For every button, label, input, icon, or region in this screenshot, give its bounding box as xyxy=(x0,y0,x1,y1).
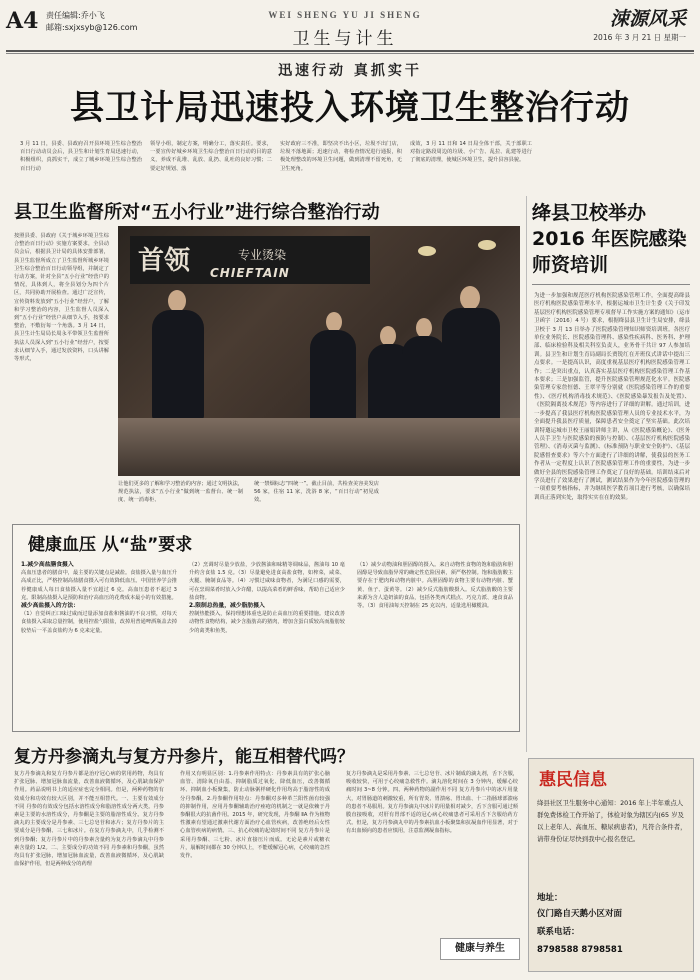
person-silhouette xyxy=(152,310,204,420)
story2-caption-text xyxy=(118,476,520,520)
story2-left-text: 按照县委、县政府《关于城乡环境卫生综合整治百日行动》实施方案要求，全县动员会后，根据县卫计局的具体安排部署，县卫生监督所成立了卫生监督所城乡环境卫生综合整治百日行动领导组，并制定了行动方案，针对全县“五小行业”经营户的情况，具体到人，将全县划分为四个片区，共同协助开展检查。通过广泛宣传，宣传资料发放到“五小行业”经营户，了解和学习整治的内容，卫生监督人员深入到“五小行业”经营户从细节入手，按要求整治，不敷衍每一个角落。3 月 14 日，县卫生计生局局长周永平带领卫生监督所执法人员深入到“五小行业”经营户，按要求认细节入手，通过发放资料，口头讲解等形式， xyxy=(14,233,109,363)
health-col-3 xyxy=(357,561,513,727)
person-head xyxy=(460,286,480,310)
publication-date: 2016 年 3 月 21 日 星期一 xyxy=(593,33,686,42)
editor-name: 责任编辑:乔小飞 xyxy=(46,11,105,20)
editor-info xyxy=(46,10,137,34)
health-sub: 2.限制总热量，减少脂肪摄入 xyxy=(189,603,265,610)
right-story-title: 绛县卫校举办 2016 年医院感染师资培训 xyxy=(532,202,687,276)
shop-counter xyxy=(118,418,520,476)
story2-title: 县卫生监督所对“五小行业”进行综合整治行动 xyxy=(14,202,380,223)
shop-sign-cn: 首领 xyxy=(138,246,191,276)
shop-sign-sub: 专业烫染 xyxy=(238,248,287,262)
right-story-rule xyxy=(532,284,690,285)
masthead: 涑源风采 xyxy=(609,8,686,30)
lead-col-1: 3 月 11 日，县委、县政府召开县环境卫生综合整治百日行动动员会后，县卫生和计划生育局迅速行动，积极组织，真抓实干，成立了城乡环境卫生综合整治百日行动 xyxy=(20,141,142,172)
story4-col-1: 复方丹参滴丸和复方丹参片都是治疗冠心病的常用药物，均具有扩张冠脉、增加冠脉血流量，改善血液微循环，及心肌缺血保护作用。药品说明书上的适应症也完全相同。但是，两种药物的有效成分和功效有较大区别，并不能互相替代。一、主要有效成分不同 丹参的有效成分包括水溶性成分和脂溶性成分两大类。丹参素是主要的水溶性成分，丹参酮是主要的脂溶性成分。复方丹参滴丸的主要成分是丹参素、三七总皂苷和冰片；复方丹参片的主要成分是丹参酮、三七和冰片。在复方丹参滴丸中，几乎检测不到丹参酮；复方丹参片中的丹参素含量约为复方丹参滴丸中丹参素含量的 1/2。二、主要成分的功效不同 丹参素和丹参酮，虽然均具有扩张冠脉，增加冠脉血流量，改善血液微循环，及心肌缺血保护作用，但是两种成分的药理 xyxy=(14,771,164,868)
lead-col-4: 成效，3 月 11 日和 14 日局全体干部，关于部职工对指定路段周边的垃圾、小广告、乱拉、乱建等进行了彻底的清理，使城区环境卫生，提升县容县貌。 xyxy=(410,141,532,164)
story2-col-2: 统一禁烟标志“四统一”。截止目前，共检查美容美发店 56 家，住宿 11 家，洗浴 8 家，“百日行动”初见成效。 xyxy=(254,481,379,504)
column-divider xyxy=(526,196,527,752)
address-label: 地址： xyxy=(537,893,563,903)
notice-body: 绛县社区卫生服务中心通知：2016 年上半年重点人群免费体检工作开始了，体检对象为辖区内(65 岁及以上老年人、高血压、糖尿病患者)，凡符合条件者，请带身份证尽快到我中心报名登记。 xyxy=(537,799,687,843)
health-sub: 1.减少高盐膳食摄入 xyxy=(21,562,74,568)
lead-kicker: 迅速行动 真抓实干 xyxy=(278,63,422,79)
health-text: 控制热能摄入，保持理想体重也是防止高血压的重要措施。建议改善动物性食物结构，减少含脂肪高的猪肉，增加含蛋白质较高而脂肪较少的禽类和鱼类。 xyxy=(189,611,345,634)
person-head xyxy=(380,326,396,346)
health-col-1 xyxy=(21,561,177,727)
section-tag: 健康与养生 xyxy=(440,938,520,960)
notice-box xyxy=(528,758,694,972)
shop-sign-en: CHIEFTAIN xyxy=(210,266,290,280)
lead-col-5 xyxy=(540,140,680,190)
lead-col-3: 实好政府三不准，即坚决不出小区，垃圾不出门店，垃圾不落地面；迅速行动，将检查情况进行通报，积极处理整改的环境卫生问题，做到清理不留死角，无卫生死角。 xyxy=(280,141,402,172)
editor-email: 邮箱:sxjxsyb@126.com xyxy=(46,23,138,32)
person-silhouette xyxy=(310,330,356,422)
story4-col-3: 复方丹参滴丸是采用丹参素、三七总皂苷、冰片制成的滴丸剂，舌下含服，吸收较快，可用于心绞痛急救性作。滴丸溶化时间在 3 分钟内，缓解心绞痛时间 3~8 分钟。四、两种药物的副作用不同 复方丹参片中的冰片用量大，对胃肠道的刺激较重，所有胃炎、胃溃疡、胃出血、十二指肠球部溃疡的患者不易服用。复方丹参滴丸中冰片的用量相对减少，舌下含服可通过颊膜直接吸收，对肝有胃部不适的冠心病心绞痛患者可采用舌下含服给药方式。但是，复方丹参滴丸中的丹参素抗血小板聚集和抗凝血作用显著，对于有出血倾向的患者应慎用，注意监测凝血指标。 xyxy=(346,771,518,835)
notice-title: 惠民信息 xyxy=(539,770,607,790)
shop-sign xyxy=(130,236,370,284)
inspection-photo xyxy=(118,226,520,476)
section-pinyin: WEI SHENG YU JI SHENG xyxy=(268,10,422,20)
health-text: （2）烹调时尽量少放盐，少放酱油和味精等调味品，酱油每 10 毫升约含食盐 1.5 克。（3）尽量避免进食高盐食物，如榨菜，咸菜、火腿、腌制食品等。（4）习惯过咸味食物者，为满足口感的需要，可在烹调菜肴时放入少许醋，以提高菜肴的鲜香味，帮助自己适应少盐食物。 xyxy=(189,562,345,601)
address-value: 仪门路自天鹅小区对面 xyxy=(537,909,623,919)
health-col-2 xyxy=(189,561,345,727)
ceiling-light xyxy=(418,246,436,256)
phone-label: 联系电话： xyxy=(537,927,580,937)
person-silhouette xyxy=(442,308,500,426)
lead-col-2: 领导小组，制定方案，明确分工，落实责任。要求，一要宣传好城乡环境卫生综合整治百日行动的目的意义，养成不乱堆、乱放、乱扔、乱吐的良好习惯；二要定好规划、落 xyxy=(150,141,272,172)
ceiling-light xyxy=(478,240,496,250)
health-text: （1）减少动物油和胆固醇的摄入。来自动物性食物的饱和脂肪和胆固醇是导致血脂异常的确定性危险因素，须严格控制。饱和脂肪酸主要存在于肥肉和动物内脏中。高胆固醇的食物主要有动物内脏、蟹黄、鱼子、蛋黄等。（2）减少反式脂肪酸摄入。反式脂肪酸的主要来源为含人造奶油的食品，包括各类西式糕点、巧克力派、速食食品等。（3）食用油每天控制在 25 克以内，适量选用橄榄油。 xyxy=(357,562,513,610)
phone-value: 8798588 8798581 xyxy=(537,945,623,955)
section-title: 卫生与计生 xyxy=(292,29,398,49)
story4-title: 复方丹参滴丸与复方丹参片，能互相替代吗？ xyxy=(14,747,354,767)
person-head xyxy=(326,312,342,332)
story2-col-3 xyxy=(390,480,515,520)
header-rule xyxy=(6,50,694,52)
person-silhouette xyxy=(402,336,446,424)
health-sub: 减少高盐摄入的方法： xyxy=(21,603,79,610)
header-rule-thin xyxy=(6,53,694,54)
page-number: A4 xyxy=(6,8,39,34)
health-box-title: 健康血压 从“盐”要求 xyxy=(28,535,193,555)
story4-col-2: 作用又有明显区别：1.丹参素作用特点：丹参素具有的扩张心脑血管、清除氧自由基、抑制脂质过氧化、降低血压，改善微循环、抑制血小板聚集，防止动脉粥样硬化作用均高于脂溶性的成分丹参酮。2.丹参酮作用特点：丹参酮对多种革兰阳性菌有较强的抑制作用，应用丹参酮辅助治疗痤疮的机制之一就是依赖于丹参酮很大的抗菌作用。2015 年，研究发现，丹参酮 ⅡA 作为植物性激素有望通过激素代谢方面治疗心血管疾病，改善绝经后女性心血管疾病的病情。三、抗心绞痛的起效时间不同 复方丹参片是采用丹参酮、三七粉、冰片直接压片而成。无论是素片或糖衣片，崩解时间都在 30 分钟以上，不能缓解冠心病，心绞痛的急性发作。 xyxy=(180,771,330,860)
lead-body xyxy=(20,140,680,190)
health-text: （1）自觉纠正口味过咸而过量添加食盐和酱油的不良习惯，对每天食盐摄入采取总量控制，使用控盐勺限盐，改掉用普通啤酒瓶盖去掉胶垫后一平盖食盐约为 6 克来定量。 xyxy=(21,611,177,634)
right-story-body: 为进一步加强和规范医疗机构医院感染管理工作，全面提高绛县医疗机构医院感染管理水平，根据运城市卫生计生委《关于印发基层医疗机构医院感染管理专项督导工作实施方案的通知》（运市卫函字〔2016〕4 号）要求，根据绛县县卫生计生局安排，绛县卫校于 3 月 13 日举办了医院感染管理知识师资培训班。各医疗单位业务院长、医院感染管理科、感染性疾病科、医务科、护理部、临床检验科及相关科室负责人，业务骨干共计 97 人参加培训。县卫生和计划生育局副局长贾锐红在开班仪式讲话中提出三点要求。一是提高认识，高度重视基层医疗机构医院感染管理工作；二是突出重点，认真落实基层医疗机构医院感染管理工作基本要求；三是加强监管，提升医院感染管理规范化水平。医院感染管理专家詹恒德、王翠平等分别就《医院感染管理工作的重要性》、《医疗机构消毒技术规范》、《医院感染暴发报告及处置》、《医院隔离技术规范》等内容进行了详细的讲解。通过培训，进一步提高了我县医疗机构医院感染管理人员的专业技术水平，为全面提升我县医疗质量，保障患者安全奠定了坚实基础。此次培训特邀运城市卫校王丽娟讲师主讲，从《医院感染概论》、《医务人员手卫生与医院感染的预防与控制》、《基层医疗机构医院感染管理》、《消毒灭菌与监测》、《标准预防与职业安全防护》、《基层院感督查要求》等六个方面进行了详细的讲解，使我县的医务工作者从一定程度上认识了医院感染管理工作的重要性，为进一步做好全县的医院感染管理工作奠定了良好的基础。培训结束后对学员进行了效果进行了测试，测试结果作为今年医院感染管理的一项重要考核指标，并为继续医学教育项目进行考核，以确保培训真正落到实处，取得实实在在的效果。 xyxy=(534,293,690,501)
person-head xyxy=(416,318,432,338)
story2-col-1: 让他们更多的了解和学习整治的内容；通过文明执法，规范执法，要求“五小行业”做到统一监督台、统一制度、统一消毒柜、 xyxy=(118,481,243,504)
health-text: 高血压患者的膳食中，最主要的关键点是减盐。食盐摄入量与血压升高成正比，严格控制高盐膳食摄入可有效降低血压。中国营养学会推荐健康成人每日食盐摄入量不宜超过 6 克。高血压患者不超过 3 克。限制高盐摄入是预防和治疗高血压的花费成本最小的有效措施。 xyxy=(21,570,177,601)
health-box xyxy=(12,524,520,732)
lead-headline: 县卫计局迅速投入环境卫生整治行动 xyxy=(70,88,630,128)
person-head xyxy=(168,290,186,312)
